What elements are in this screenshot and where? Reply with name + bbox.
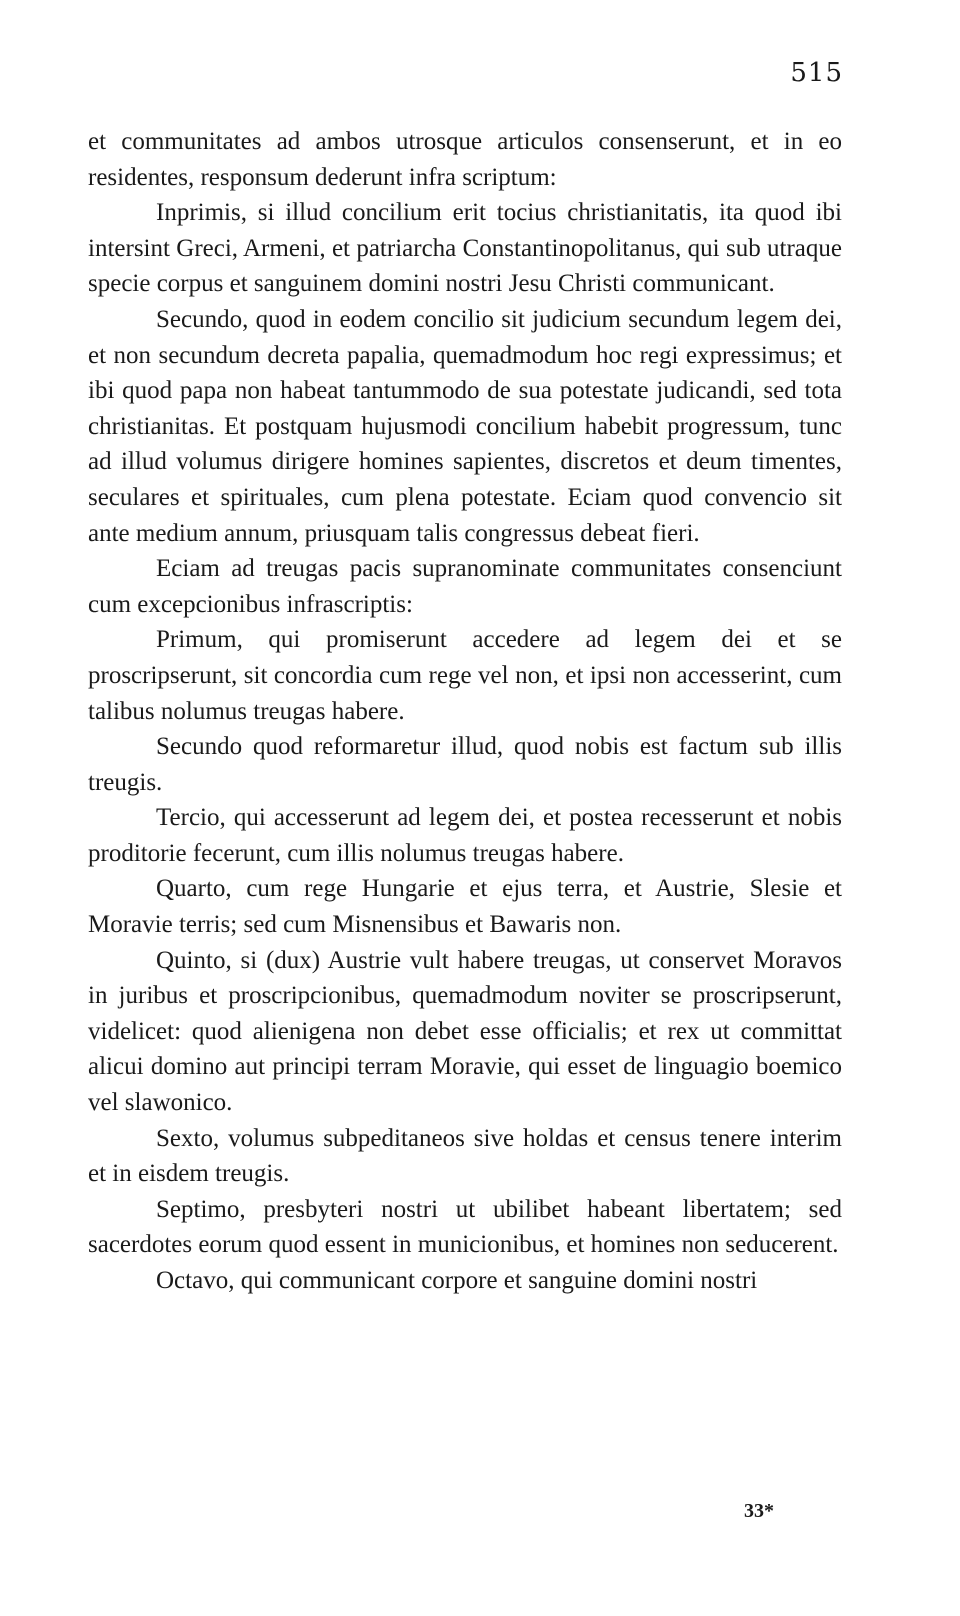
paragraph: Inprimis, si illud concilium erit tocius christianitatis, ita quod ibi intersint Greci, Armeni, et patriarcha Constantinopolitanus, qui sub utraque specie corpus et sanguinem domini nostri Jesu Christi communicant. bbox=[88, 199, 842, 298]
body-text bbox=[88, 124, 842, 1299]
paragraph: et communitates ad ambos utrosque articulos consenserunt, et in eo residentes, responsum dederunt infra scriptum: bbox=[88, 128, 842, 191]
paragraph: Primum, qui promiserunt accedere ad legem dei et se proscripserunt, sit concordia cum rege vel non, et ipsi non accesserint, cum talibus nolumus treugas habere. bbox=[88, 626, 842, 725]
paragraph: Secundo quod reformaretur illud, quod nobis est factum sub illis treugis. bbox=[88, 733, 842, 796]
page-number: 515 bbox=[790, 58, 843, 88]
paragraph: Secundo, quod in eodem concilio sit judicium secundum legem dei, et non secundum decreta papalia, quemadmodum hoc regi expressimus; et ibi quod papa non habeat tantummodo de sua potestate judicandi, sed tota christianitas. Et postquam hujusmodi concilium habebit progressum, tunc ad illud volumus dirigere homines sapientes, discretos et deum timentes, seculares et spirituales, cum plena potestate. Eciam quod convencio sit ante medium annum, priusquam talis congressus debeat fieri. bbox=[88, 305, 842, 547]
paragraph: Tercio, qui accesserunt ad legem dei, et postea recesserunt et nobis proditorie fecerunt, cum illis nolumus treugas habere. bbox=[88, 804, 842, 867]
paragraph: Sexto, volumus subpeditaneos sive holdas et census tenere interim et in eisdem treugis. bbox=[88, 1124, 842, 1188]
signature-mark: 33* bbox=[744, 1500, 774, 1522]
paragraph: Eciam ad treugas pacis supranominate communitates consenciunt cum excepcionibus infrascriptis: bbox=[88, 555, 842, 618]
paragraph: Quinto, si (dux) Austrie vult habere treugas, ut conservet Moravos in juribus et proscripcionibus, quemadmodum noviter se proscripserunt, videlicet: quod alienigena non debet esse officialis; et rex ut committat alicui domino aut principi terram Moravie, qui esset de linguagio boemico vel slawonico. bbox=[88, 946, 842, 1117]
paragraph: Septimo, presbyteri nostri ut ubilibet habeant libertatem; sed sacerdotes eorum quod essent in municionibus, et homines non seducerent. bbox=[88, 1195, 842, 1259]
paragraph: Octavo, qui communicant corpore et sanguine domini nostri bbox=[156, 1267, 758, 1294]
paragraph: Quarto, cum rege Hungarie et ejus terra, et Austrie, Slesie et Moravie terris; sed cum Misnensibus et Bawaris non. bbox=[88, 875, 842, 939]
